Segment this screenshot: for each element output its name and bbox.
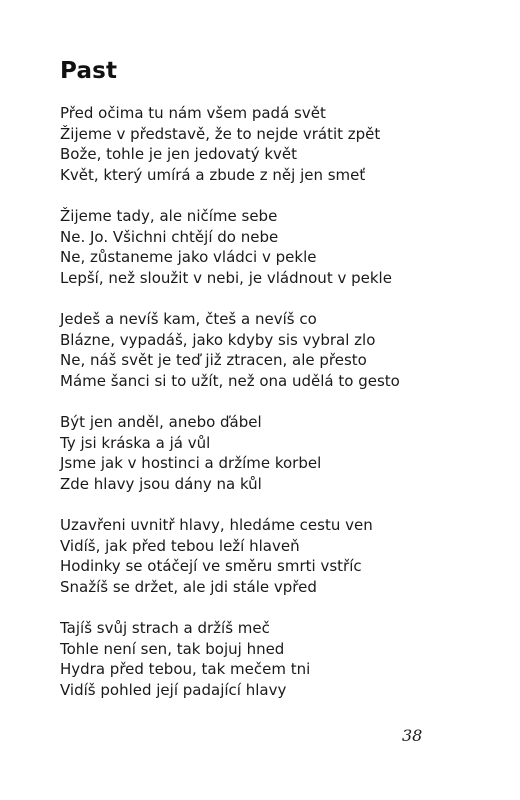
poem-line: Žijeme v představě, že to nejde vrátit zpět — [60, 124, 381, 143]
stanza-5 — [60, 515, 480, 597]
poem-line: Lepší, než sloužit v nebi, je vládnout v pekle — [60, 268, 392, 287]
poem-body — [60, 103, 480, 721]
poem-line: Zde hlavy jsou dány na kůl — [60, 474, 262, 493]
poem-line: Vidíš pohled její padající hlavy — [60, 680, 287, 699]
stanza-1 — [60, 103, 480, 185]
poem-line: Blázne, vypadáš, jako kdyby sis vybral zlo — [60, 330, 376, 349]
poem-line: Tohle není sen, tak bojuj hned — [60, 639, 285, 658]
poem-line: Vidíš, jak před tebou leží hlaveň — [60, 536, 300, 555]
poem-title: Past — [60, 58, 118, 84]
poem-line: Jedeš a nevíš kam, čteš a nevíš co — [60, 310, 317, 328]
page-number: 38 — [402, 726, 423, 745]
poem-line: Ne. Jo. Všichni chtějí do nebe — [60, 227, 279, 246]
poem-line: Hodinky se otáčejí ve směru smrti vstříc — [60, 557, 362, 575]
stanza-3 — [60, 309, 480, 391]
poem-line: Máme šanci si to užít, než ona udělá to gesto — [60, 371, 400, 390]
poem-line: Tajíš svůj strach a držíš meč — [60, 619, 270, 637]
poem-line: Bože, tohle je jen jedovatý květ — [60, 145, 298, 163]
poem-line: Hydra před tebou, tak mečem tni — [60, 660, 311, 678]
poem-line: Ty jsi kráska a já vůl — [60, 433, 211, 452]
stanza-6 — [60, 618, 480, 700]
poem-line: Ne, zůstaneme jako vládci v pekle — [60, 248, 317, 266]
poem-line: Ne, náš svět je teď již ztracen, ale přesto — [60, 351, 367, 369]
poem-line: Květ, který umírá a zbude z něj jen smeť — [60, 165, 366, 184]
poem-line: Před očima tu nám všem padá svět — [60, 104, 326, 122]
poem-line: Uzavřeni uvnitř hlavy, hledáme cestu ven — [60, 516, 373, 534]
stanza-2 — [60, 206, 480, 288]
poem-line: Jsme jak v hostinci a držíme korbel — [60, 454, 322, 472]
stanza-4 — [60, 412, 480, 494]
poem-line: Snažíš se držet, ale jdi stále vpřed — [60, 577, 317, 596]
poem-line: Žijeme tady, ale ničíme sebe — [60, 207, 278, 225]
poem-line: Být jen anděl, anebo ďábel — [60, 413, 262, 431]
